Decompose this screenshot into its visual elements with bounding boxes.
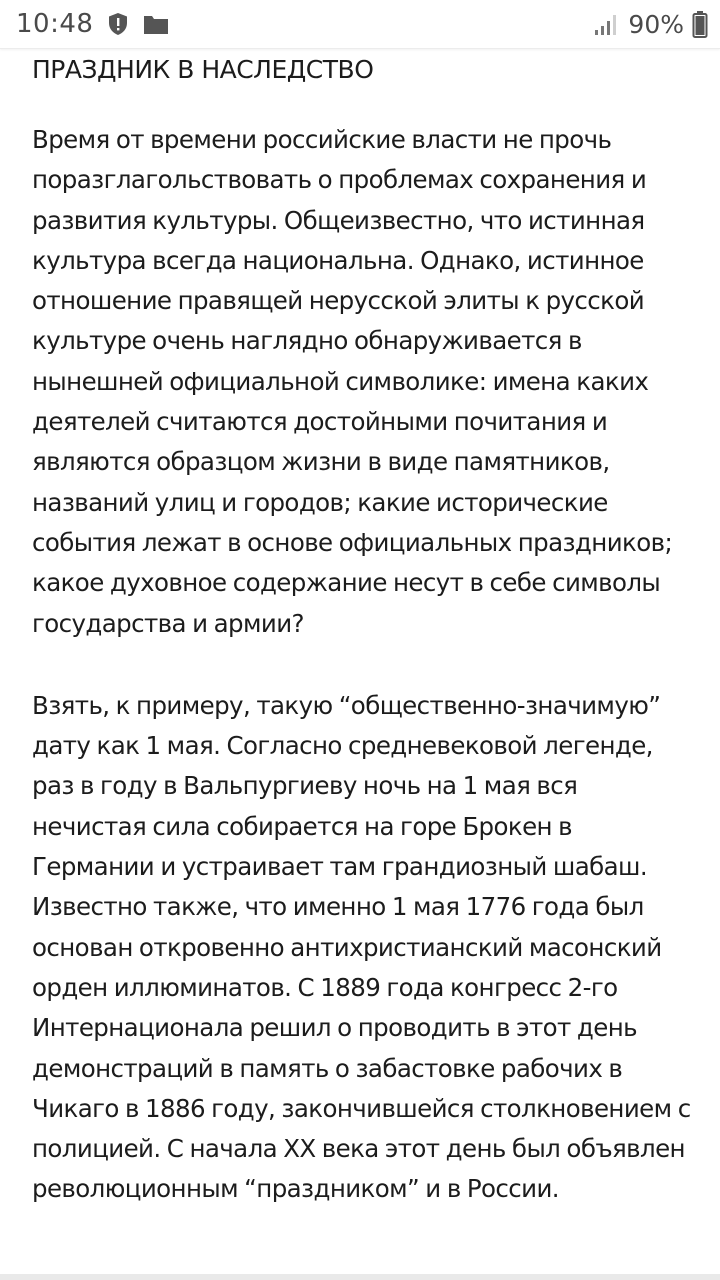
bottom-edge-divider: [0, 1274, 720, 1280]
article-title: ПРАЗДНИК В НАСЛЕДСТВО: [32, 55, 374, 84]
article-paragraph: Взять, к примеру, такую “общественно-значимую” дату как 1 мая. Согласно средневековой легенде, раз в году в Вальпургиеву ночь на 1 мая вся нечистая сила собирается на горе Брокен в Германии и устраивает там грандиозный шабаш. Известно также, что именно 1 мая 1776 года был основан откровенно антихристианский масонский орден иллюминатов. С 1889 года конгресс 2-го Интернационала решил о проводить в этот день демонстраций в память о забастовке рабочих в Чикаго в 1886 году, закончившейся столкновением с полицией. С начала XX века этот день был объявлен революционным “праздником” и в России.: [32, 690, 691, 1204]
article: [32, 50, 692, 1210]
battery-percent: 90%: [628, 9, 684, 39]
folder-icon: [143, 13, 169, 35]
article-paragraph: Время от времени российские власти не прочь поразглагольствовать о проблемах сохранения и развития культуры. Общеизвестно, что истинная культура всегда национальна. Однако, истинное отношение правящей нерусской элиты к русской культуре очень наглядно обнаруживается в нынешней официальной символике: имена каких деятелей считаются достойными почитания и являются образцом жизни в виде памятников, названий улиц и городов; какие исторические события лежат в основе официальных праздников; какое духовное содержание несут в себе символы государства и армии?: [32, 125, 673, 638]
shield-icon: [107, 12, 129, 36]
clock: 10:48: [16, 9, 94, 39]
status-bar: [0, 0, 720, 49]
battery-icon: [692, 10, 708, 38]
status-right-group: [594, 8, 708, 40]
status-left-group: [16, 8, 169, 40]
signal-icon: [594, 12, 620, 36]
